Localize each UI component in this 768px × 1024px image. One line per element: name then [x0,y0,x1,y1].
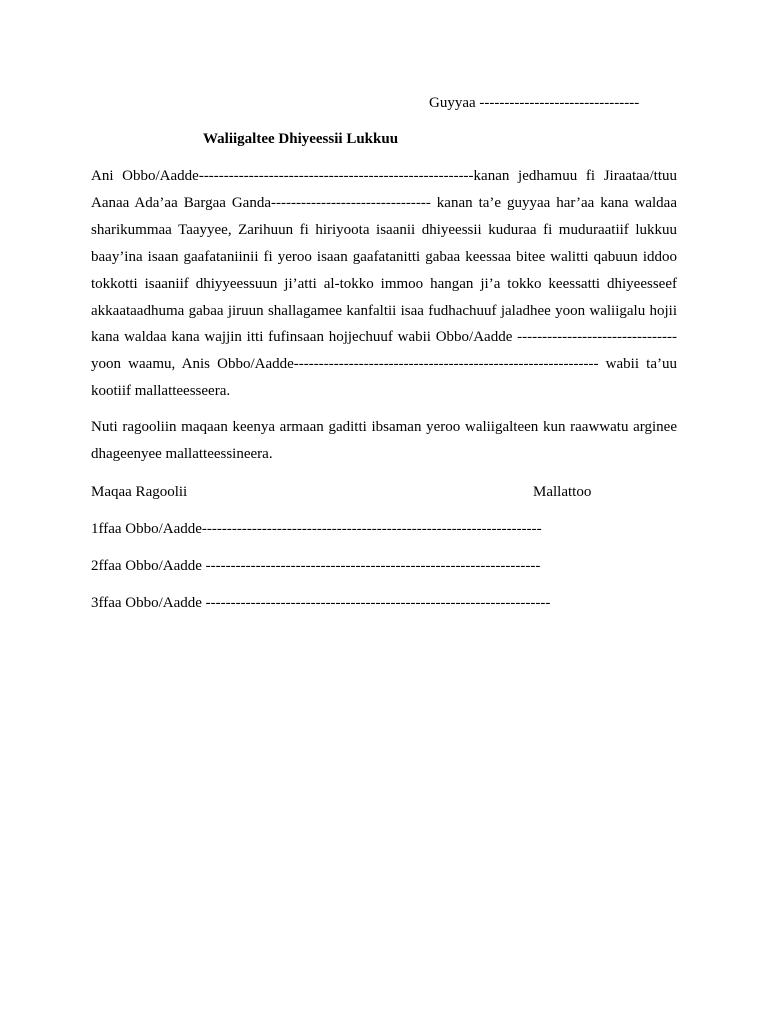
witness-line-3: 3ffaa Obbo/Aadde --------------------------------------------------------------------- [91,595,551,611]
witness-line-1: 1ffaa Obbo/Aadde-------------------------------------------------------------------- [91,521,542,537]
signature-label: Mallattoo [533,484,592,500]
date-line: Guyyaa -------------------------------- [429,95,640,111]
witness-name-label: Maqaa Ragoolii [91,484,188,500]
document-title: Waliigaltee Dhiyeessii Lukkuu [203,131,399,147]
witness-statement-paragraph: Nuti ragooliin maqaan keenya armaan gaditti ibsaman yeroo waliigalteen kun raawwatu arginee dhageenyee mallatteessineera. [91,419,677,462]
witness-line-2: 2ffaa Obbo/Aadde ------------------------------------------------------------------- [91,558,541,574]
agreement-paragraph: Ani Obbo/Aadde-------------------------------------------------------kanan jedhamuu fi Jiraataa/ttuu Aanaa Ada’aa Bargaa Ganda-------------------------------- kanan ta’e guyyaa har’aa kana waldaa sharikummaa Taayyee, Zarihuun fi hiriyoota isaanii dhiyeessii kuduraa fi muduraatiif lukkuu baay’ina isaan gaafataniinii fi yeroo isaan gaafatanitti gabaa keessaa bitee walitti qabuun iddoo tokkotti isaaniif dhiyyeessuun ji’atti al-tokko immoo hangan ji’a tokko keessatti dhiyeesseef akkaataadhuma gabaa jiruun shallagamee kanfaltii isaa fudhachuuf jaladhee yoon waliigalu hojii kana waldaa kana wajjin itti fufinsaan hojjechuuf wabii Obbo/Aadde -------------------------------- yoon waamu, Anis Obbo/Aadde------------------------------------------------------------- wabii ta’uu kootiif mallatteesseera. [91,168,677,400]
